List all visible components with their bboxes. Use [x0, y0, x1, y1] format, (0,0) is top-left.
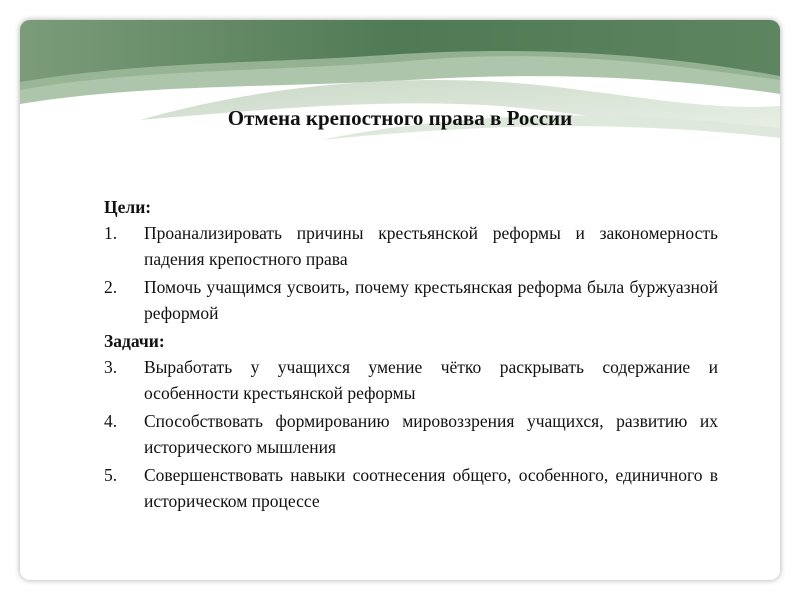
list-item-number: 3. — [104, 357, 118, 377]
slide-title: Отмена крепостного права в России — [227, 106, 573, 130]
list-item-number: 2. — [104, 277, 118, 297]
tasks-heading: Задачи: — [104, 331, 165, 351]
list-item — [104, 274, 718, 326]
slide-content — [104, 194, 718, 516]
slide — [20, 20, 780, 580]
list-item-text: Помочь учащимся усвоить, почему крестьянская реформа была буржуазной реформой — [144, 277, 718, 323]
goals-heading: Цели: — [104, 197, 152, 217]
list-item-text: Выработать у учащихся умение чётко раскрывать содержание и особенности крестьянской реформы — [144, 357, 718, 403]
list-item — [104, 220, 718, 272]
tasks-list — [104, 354, 718, 514]
list-item-text: Проанализировать причины крестьянской реформы и закономерность падения крепостного права — [144, 223, 718, 269]
goals-list — [104, 220, 718, 326]
list-item-number: 4. — [104, 411, 118, 431]
list-item — [104, 408, 718, 460]
list-item — [104, 354, 718, 406]
list-item-text: Совершенствовать навыки соотнесения общего, особенного, единичного в историческом процессе — [144, 465, 718, 511]
list-item-text: Способствовать формированию мировоззрения учащихся, развитию их исторического мышления — [144, 411, 718, 457]
list-item-number: 5. — [104, 465, 118, 485]
list-item — [104, 462, 718, 514]
header-wave-decoration — [20, 20, 780, 170]
list-item-number: 1. — [104, 223, 118, 243]
